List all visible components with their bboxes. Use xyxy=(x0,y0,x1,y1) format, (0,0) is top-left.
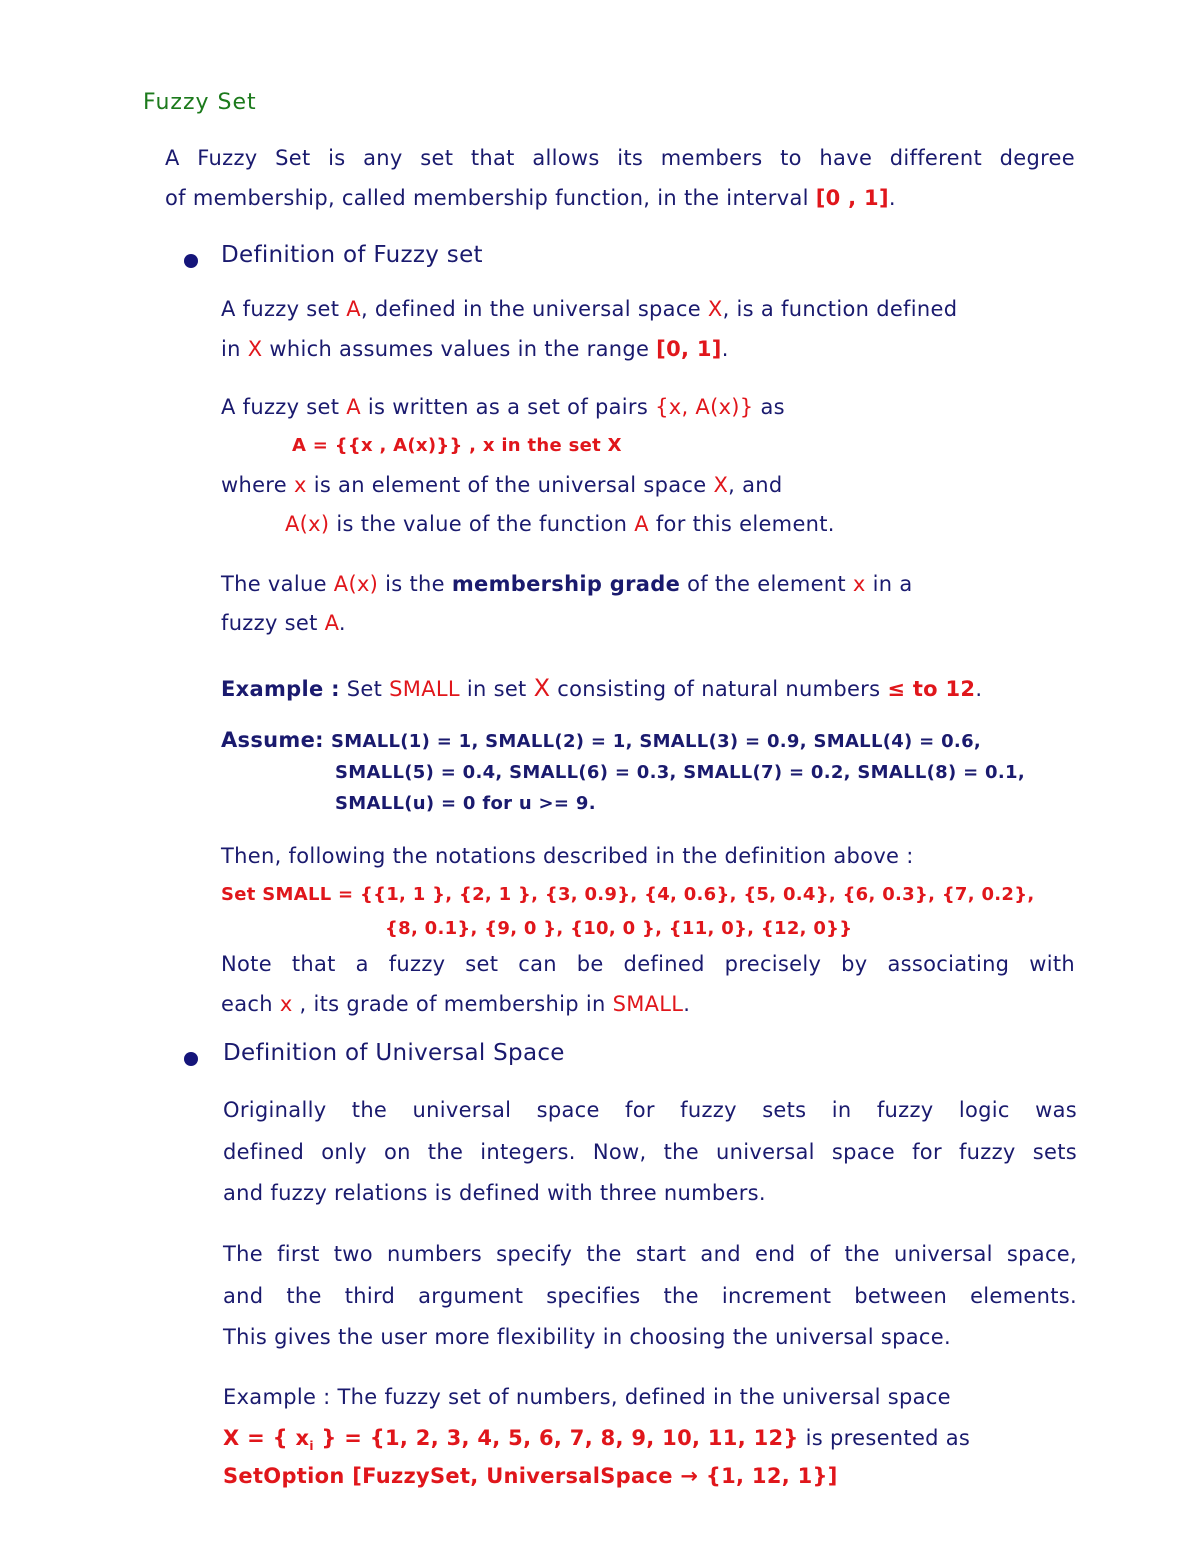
note-line-1: Note that a fuzzy set can be defined precisely by associating with xyxy=(221,952,1075,976)
bullet-icon xyxy=(184,1052,198,1066)
var-X: X xyxy=(713,473,729,497)
def-line-2 xyxy=(221,336,729,362)
text: X = { x xyxy=(223,1426,310,1450)
text: in a xyxy=(865,572,913,596)
text: is an element of the universal space xyxy=(306,473,714,497)
text: consisting of natural numbers xyxy=(550,677,888,701)
var-A: A xyxy=(634,512,649,536)
pairs-line xyxy=(221,394,785,420)
setoption-line: SetOption [FuzzySet, UniversalSpace → {1, 12, 1}] xyxy=(223,1464,838,1488)
assume-row-1: SMALL(1) = 1, SMALL(2) = 1, SMALL(3) = 0.9, SMALL(4) = 0.6, xyxy=(331,731,982,752)
def-line-1 xyxy=(221,296,1075,322)
us-p1-line-2: defined only on the integers. Now, the universal space for fuzzy sets xyxy=(223,1140,1077,1164)
var-Ax: A(x) xyxy=(333,572,379,596)
text: which assumes values in the range xyxy=(262,337,657,361)
text: is written as a set of pairs xyxy=(360,395,656,419)
text: in set xyxy=(459,677,534,701)
set-small: SMALL xyxy=(389,677,460,701)
assume-label: Assume: xyxy=(221,728,324,752)
example-label: Example : xyxy=(221,677,340,701)
set-small-row-1: Set SMALL = {{1, 1 }, {2, 1 }, {3, 0.9}, {4, 0.6}, {5, 0.4}, {6, 0.3}, {7, 0.2}, xyxy=(221,884,1035,905)
text: fuzzy set xyxy=(221,611,325,635)
var-A: A xyxy=(324,611,339,635)
xset xyxy=(223,1426,799,1454)
bullet-icon xyxy=(184,254,198,268)
us-p1-line-1: Originally the universal space for fuzzy sets in fuzzy logic was xyxy=(223,1098,1077,1122)
text: , is a function defined xyxy=(722,297,958,321)
assume-row-2: SMALL(5) = 0.4, SMALL(6) = 0.3, SMALL(7) = 0.2, SMALL(8) = 0.1, xyxy=(335,762,1025,783)
formula: A = {{x , A(x)}} , x in the set X xyxy=(292,435,622,456)
text: is the xyxy=(378,572,452,596)
intro-line-1: A Fuzzy Set is any set that allows its members to have different degree xyxy=(165,146,1075,170)
intro-text: of membership, called membership function, in the interval xyxy=(165,186,816,210)
var-X: X xyxy=(247,337,263,361)
text: A fuzzy set xyxy=(221,395,347,419)
us-p2-line-2: and the third argument specifies the increment between elements. xyxy=(223,1284,1077,1308)
var-x: x xyxy=(279,992,293,1016)
var-X: X xyxy=(707,297,723,321)
ax-line xyxy=(285,511,835,537)
text: A fuzzy set xyxy=(221,297,347,321)
set-small-row-2: {8, 0.1}, {9, 0 }, {10, 0 }, {11, 0}, {12, 0}} xyxy=(385,918,853,939)
us-p1-line-3: and fuzzy relations is defined with three numbers. xyxy=(223,1181,766,1205)
page-title: Fuzzy Set xyxy=(143,90,257,115)
period: . xyxy=(888,186,896,210)
var-X: X xyxy=(533,674,551,702)
value-line-2 xyxy=(221,610,346,636)
set-small: SMALL xyxy=(612,992,684,1016)
where-line xyxy=(221,472,783,498)
section-heading-fuzzy-set: Definition of Fuzzy set xyxy=(221,242,483,268)
text: each xyxy=(221,992,280,1016)
text: , and xyxy=(728,473,783,497)
membership-grade: membership grade xyxy=(451,572,681,596)
interval: [0 , 1] xyxy=(815,186,889,210)
text: . xyxy=(721,337,729,361)
text: . xyxy=(338,611,346,635)
section-heading-universal-space: Definition of Universal Space xyxy=(223,1040,565,1066)
pair: {x, A(x)} xyxy=(655,395,754,419)
text: . xyxy=(683,992,691,1016)
text: for this element. xyxy=(648,512,835,536)
assume-row-3: SMALL(u) = 0 for u >= 9. xyxy=(335,793,596,814)
xset-line xyxy=(223,1425,970,1459)
us-example-line: Example : The fuzzy set of numbers, defined in the universal space xyxy=(223,1385,951,1409)
example-line xyxy=(221,675,982,702)
var-x: x xyxy=(293,473,307,497)
text: , defined in the universal space xyxy=(360,297,708,321)
text: as xyxy=(753,395,785,419)
text: . xyxy=(975,677,983,701)
text: , its grade of membership in xyxy=(292,992,613,1016)
le-12: ≤ to 12 xyxy=(887,677,976,701)
text: in xyxy=(221,337,248,361)
var-A: A xyxy=(346,297,361,321)
us-p2-line-3: This gives the user more flexibility in choosing the universal space. xyxy=(223,1325,951,1349)
text: Set xyxy=(339,677,390,701)
var-x: x xyxy=(852,572,866,596)
text: of the element xyxy=(680,572,853,596)
var-A: A xyxy=(346,395,361,419)
var-Ax: A(x) xyxy=(285,512,330,536)
text: is presented as xyxy=(798,1426,971,1450)
us-p2-line-1: The first two numbers specify the start and end of the universal space, xyxy=(223,1242,1077,1266)
subscript: i xyxy=(309,1439,314,1454)
text: where xyxy=(221,473,294,497)
text: is the value of the function xyxy=(329,512,635,536)
text: } = {1, 2, 3, 4, 5, 6, 7, 8, 9, 10, 11, 12} xyxy=(313,1426,799,1450)
note-line-2 xyxy=(221,991,690,1017)
then-line: Then, following the notations described in the definition above : xyxy=(221,844,914,868)
value-line-1 xyxy=(221,571,1075,597)
text: The value xyxy=(221,572,334,596)
intro-line-2 xyxy=(165,185,896,211)
range: [0, 1] xyxy=(656,337,722,361)
